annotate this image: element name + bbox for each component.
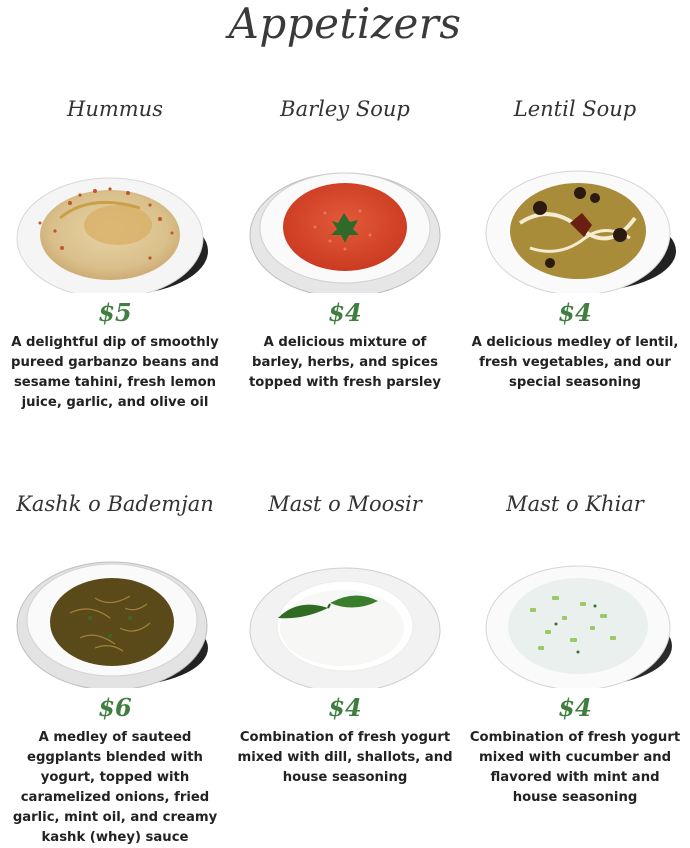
item-description: Combination of fresh yogurt mixed with cucumber and flavored with mint and house seasoning (469, 730, 681, 805)
menu-item-lentil-soup (460, 95, 690, 393)
item-name: Kashk o Bademjan (16, 492, 214, 516)
item-price: $4 (328, 298, 362, 327)
item-description: A medley of sauteed eggplants blended with yogurt, topped with caramelized onions, fried garlic, mint oil, and creamy kashk (whey) sauce (12, 730, 218, 845)
mast-o-moosir-icon (230, 518, 460, 688)
page-title: Appetizers (228, 0, 462, 48)
lentil-soup-icon (460, 123, 690, 293)
item-name: Barley Soup (280, 97, 410, 121)
hummus-plate-icon (0, 123, 230, 293)
item-price: $4 (328, 693, 362, 722)
item-name: Mast o Moosir (268, 492, 422, 516)
item-name: Hummus (67, 97, 163, 121)
item-description: A delightful dip of smoothly pureed garbanzo beans and sesame tahini, fresh lemon juice, garlic, and olive oil (11, 335, 219, 410)
menu-item-barley-soup (230, 95, 460, 393)
item-name: Mast o Khiar (506, 492, 644, 516)
item-name: Lentil Soup (513, 97, 637, 121)
menu-item-hummus (0, 95, 230, 413)
menu-item-kashk-o-bademjan (0, 490, 230, 848)
kashk-bademjan-icon (0, 518, 230, 688)
menu-item-mast-o-khiar (460, 490, 690, 808)
item-description: A delicious medley of lentil, fresh vegetables, and our special seasoning (471, 335, 679, 390)
item-description: A delicious mixture of barley, herbs, and spices topped with fresh parsley (249, 335, 441, 390)
item-price: $4 (558, 693, 592, 722)
item-price: $4 (558, 298, 592, 327)
menu-item-mast-o-moosir (230, 490, 460, 788)
barley-soup-icon (230, 123, 460, 293)
mast-o-khiar-icon (460, 518, 690, 688)
item-price: $5 (98, 298, 132, 327)
item-description: Combination of fresh yogurt mixed with dill, shallots, and house seasoning (237, 730, 453, 785)
item-price: $6 (98, 693, 132, 722)
